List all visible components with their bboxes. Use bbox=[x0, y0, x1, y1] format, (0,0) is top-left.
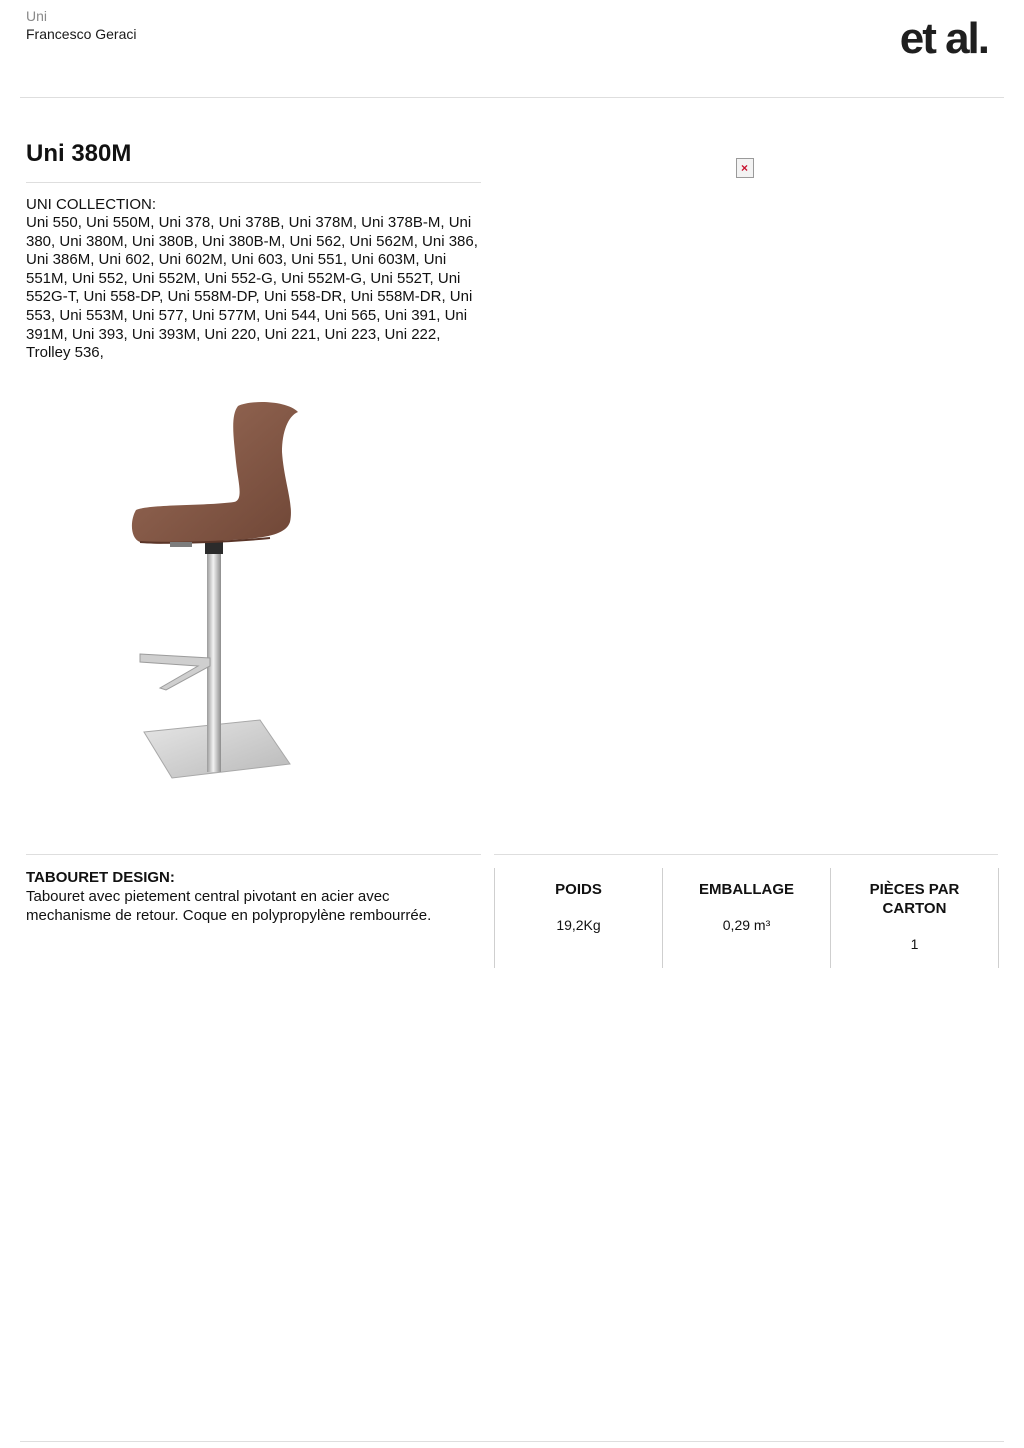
broken-image-icon: × bbox=[736, 158, 754, 178]
header-collection: Uni bbox=[26, 8, 48, 24]
spec-weight-label: POIDS bbox=[555, 881, 602, 898]
footer-divider bbox=[20, 1441, 1004, 1442]
specs-divider bbox=[494, 854, 998, 855]
brand-logo: et al. bbox=[899, 14, 988, 63]
description-title: TABOURET DESIGN: bbox=[26, 869, 175, 886]
spec-pieces-value: 1 bbox=[910, 936, 919, 952]
description-text: Tabouret avec pietement central pivotant en acier avec mechanisme de retour. Coque en polypropylène rembourrée. bbox=[26, 888, 432, 924]
spec-packaging bbox=[662, 868, 830, 968]
header-designer: Francesco Geraci bbox=[26, 26, 137, 42]
spec-weight bbox=[494, 868, 662, 968]
product-title: Uni 380M bbox=[26, 140, 132, 167]
spec-weight-value: 19,2Kg bbox=[556, 917, 601, 933]
spec-pieces-label: PIÈCES PAR CARTON bbox=[869, 881, 960, 917]
collection-label: UNI COLLECTION: bbox=[26, 196, 157, 213]
spec-pieces bbox=[830, 868, 999, 968]
stool-image bbox=[110, 392, 330, 792]
title-divider bbox=[26, 182, 481, 183]
description-divider bbox=[26, 854, 481, 855]
collection-list: Uni 550, Uni 550M, Uni 378, Uni 378B, Uni 378M, Uni 378B-M, Uni 380, Uni 380M, Uni 380B, Uni 380B-M, Uni 562, Uni 562M, Uni 386, Uni 386M, Uni 602, Uni 602M, Uni 603, Uni 551, Uni 603M, Uni 551M, Uni 552, Uni 552M, Uni 552-G, Uni 552M-G, Uni 552T, Uni 552G-T, Uni 558-DP, Uni 558M-DP, Uni 558-DR, Uni 558M-DR, Uni 553, Uni 553M, Uni 577, Uni 577M, Uni 544, Uni 565, Uni 391, Uni 391M, Uni 393, Uni 393M, Uni 220, Uni 221, Uni 223, Uni 222, Trolley 536, bbox=[26, 214, 478, 362]
spec-packaging-label: EMBALLAGE bbox=[699, 881, 794, 898]
spec-packaging-value: 0,29 m³ bbox=[722, 917, 771, 933]
header-divider bbox=[20, 97, 1004, 98]
